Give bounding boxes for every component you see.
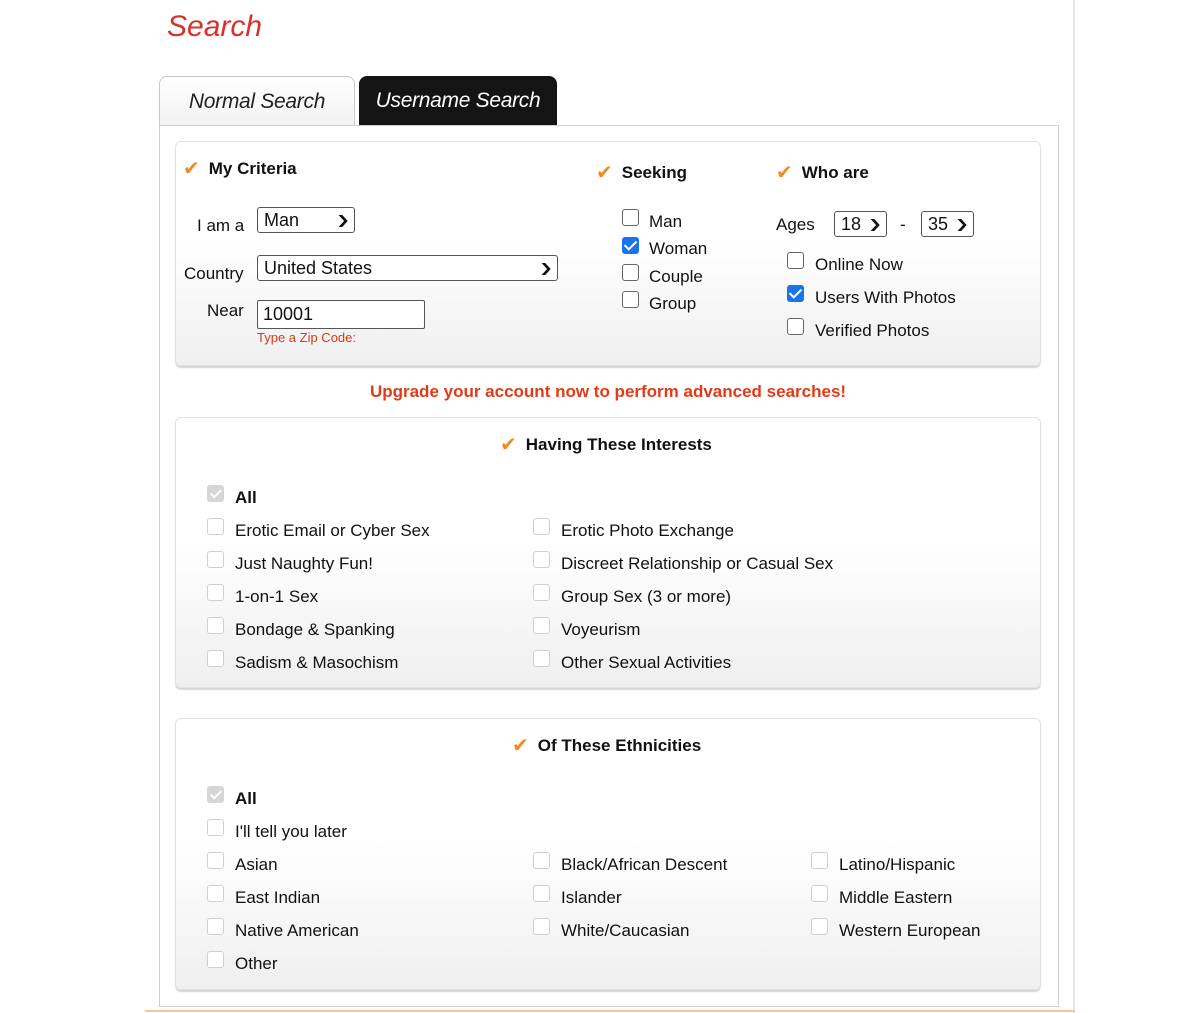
- ethnicity-checkbox[interactable]: [811, 918, 828, 935]
- interests-title: Having These Interests: [525, 435, 712, 454]
- interest-label: Erotic Photo Exchange: [561, 521, 734, 540]
- users-with-photos-label: Users With Photos: [815, 288, 956, 307]
- tab-username-search[interactable]: Username Search: [359, 76, 557, 126]
- upgrade-link[interactable]: Upgrade your account now to perform advanced searches!: [369, 382, 847, 401]
- interest-checkbox[interactable]: [533, 518, 550, 535]
- ethnicity-later-label: I'll tell you later: [235, 822, 347, 841]
- ethnicity-checkbox[interactable]: [207, 885, 224, 902]
- seeking-couple-checkbox[interactable]: [622, 264, 639, 281]
- ethnicity-label: Asian: [235, 855, 278, 874]
- near-label: Near: [207, 301, 244, 320]
- interest-label: Voyeurism: [561, 620, 641, 639]
- ethnicity-checkbox[interactable]: [533, 852, 550, 869]
- ethnicities-all-checkbox[interactable]: [207, 786, 224, 803]
- country-select-value: United States: [264, 257, 373, 278]
- seeking-man-checkbox[interactable]: [622, 209, 639, 226]
- who-are-heading: [776, 163, 869, 183]
- ethnicity-label: White/Caucasian: [561, 921, 690, 940]
- ethnicity-checkbox[interactable]: [533, 885, 550, 902]
- orange-check-icon: ✔: [512, 735, 529, 757]
- page-title: Search: [167, 10, 263, 43]
- seeking-woman-checkbox[interactable]: [622, 237, 639, 254]
- interests-panel: [175, 417, 1041, 688]
- my-criteria-heading: [183, 159, 297, 179]
- interest-label: Bondage & Spanking: [235, 620, 395, 639]
- interest-checkbox[interactable]: [207, 650, 224, 667]
- interest-label: Other Sexual Activities: [561, 653, 732, 672]
- interest-label: Group Sex (3 or more): [561, 587, 732, 606]
- verified-photos-label: Verified Photos: [815, 321, 930, 340]
- ethnicity-label: East Indian: [235, 888, 321, 907]
- ethnicities-heading: [512, 736, 701, 756]
- interest-label: Sadism & Masochism: [235, 653, 399, 672]
- online-now-label: Online Now: [815, 255, 903, 274]
- seeking-woman-label: Woman: [649, 239, 708, 258]
- zip-input[interactable]: 10001: [257, 300, 425, 329]
- interest-checkbox[interactable]: [207, 551, 224, 568]
- ethnicity-checkbox[interactable]: [207, 951, 224, 968]
- ethnicity-label: Middle Eastern: [839, 888, 953, 907]
- chevron-down-icon: ❯: [335, 213, 351, 227]
- ethnicity-label: Native American: [235, 921, 359, 940]
- orange-check-icon: ✔: [500, 434, 517, 456]
- orange-check-icon: ✔: [596, 162, 613, 184]
- interest-label: Erotic Email or Cyber Sex: [235, 521, 430, 540]
- page-bottom-border: [145, 1010, 1075, 1012]
- chevron-down-icon: ❯: [538, 261, 554, 275]
- age-min-value: 18: [841, 213, 862, 234]
- online-now-checkbox[interactable]: [787, 252, 804, 269]
- ethnicity-checkbox[interactable]: [207, 852, 224, 869]
- seeking-title: Seeking: [621, 163, 687, 182]
- interest-label: Discreet Relationship or Casual Sex: [561, 554, 834, 573]
- who-are-title: Who are: [801, 163, 869, 182]
- ethnicity-checkbox[interactable]: [533, 918, 550, 935]
- chevron-down-icon: ❯: [954, 217, 970, 231]
- age-min-select[interactable]: [834, 211, 887, 237]
- ethnicity-checkbox[interactable]: [811, 885, 828, 902]
- ethnicity-checkbox[interactable]: [811, 852, 828, 869]
- page-right-border: [1073, 0, 1075, 1013]
- ages-label: Ages: [776, 215, 815, 234]
- seeking-group-label: Group: [649, 294, 697, 313]
- gender-select[interactable]: [257, 207, 355, 233]
- interest-checkbox[interactable]: [207, 584, 224, 601]
- interest-checkbox[interactable]: [533, 617, 550, 634]
- interest-checkbox[interactable]: [533, 650, 550, 667]
- age-max-value: 35: [928, 213, 949, 234]
- my-criteria-title: My Criteria: [208, 159, 297, 178]
- tab-normal-search[interactable]: Normal Search: [159, 76, 355, 126]
- ethnicity-label: Western European: [839, 921, 981, 940]
- interest-checkbox[interactable]: [207, 518, 224, 535]
- ethnicity-label: Islander: [561, 888, 622, 907]
- ethnicity-later-checkbox[interactable]: [207, 819, 224, 836]
- interests-all-label: All: [235, 488, 257, 507]
- seeking-couple-label: Couple: [649, 267, 703, 286]
- seeking-group-checkbox[interactable]: [622, 291, 639, 308]
- ethnicity-label: Black/African Descent: [561, 855, 728, 874]
- seeking-heading: [596, 163, 687, 183]
- country-select[interactable]: [257, 255, 558, 281]
- age-max-select[interactable]: [921, 211, 974, 237]
- ethnicities-all-label: All: [235, 789, 257, 808]
- seeking-man-label: Man: [649, 212, 683, 231]
- iam-label: I am a: [197, 216, 245, 235]
- interest-checkbox[interactable]: [533, 551, 550, 568]
- orange-check-icon: ✔: [776, 162, 793, 184]
- interests-heading: [500, 435, 712, 455]
- interest-checkbox[interactable]: [533, 584, 550, 601]
- users-with-photos-checkbox[interactable]: [787, 285, 804, 302]
- gender-select-value: Man: [264, 209, 300, 230]
- country-label: Country: [184, 264, 244, 283]
- chevron-down-icon: ❯: [867, 217, 883, 231]
- ethnicities-panel: [175, 718, 1041, 990]
- ethnicities-title: Of These Ethnicities: [537, 736, 702, 755]
- interest-label: 1-on-1 Sex: [235, 587, 319, 606]
- interest-label: Just Naughty Fun!: [235, 554, 373, 573]
- ethnicity-label: Other: [235, 954, 278, 973]
- zip-hint: Type a Zip Code:: [257, 330, 356, 345]
- age-separator: -: [900, 215, 906, 234]
- interest-checkbox[interactable]: [207, 617, 224, 634]
- orange-check-icon: ✔: [183, 158, 200, 180]
- interests-all-checkbox[interactable]: [207, 485, 224, 502]
- ethnicity-checkbox[interactable]: [207, 918, 224, 935]
- verified-photos-checkbox[interactable]: [787, 318, 804, 335]
- ethnicity-label: Latino/Hispanic: [839, 855, 956, 874]
